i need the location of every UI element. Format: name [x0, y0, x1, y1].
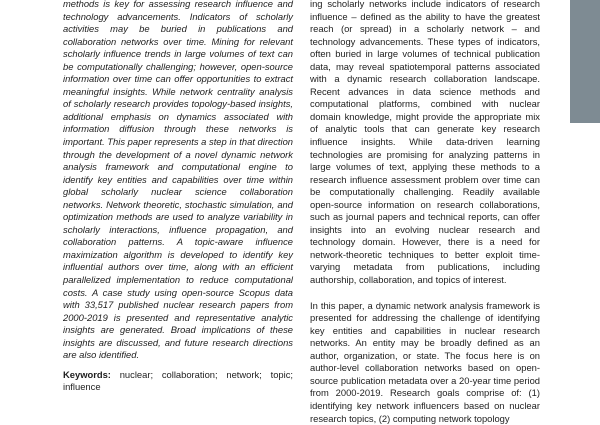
keywords-line: [63, 369, 293, 394]
right-column: [310, 0, 540, 425]
body-paragraph-1: ing scholarly networks include indicators of research influence – defined as the ability to have the greatest reach (or spread) in a scholarly network – and technology advancements. These types of indicators, often buried in large volumes of technical publication data, may reveal spatiotemporal patterns associated with a dynamic research collaboration landscape. Recent advances in data science methods and computational platforms, combined with nuclear domain knowledge, might provide the appropriate mix of analytic tools that can generate key research influence insights. While data-driven learning technologies are promising for analyzing patterns in large volumes of text, applying these methods to a research influence assessment problem over time can be computationally challenging. Readily available open-source information on research collaborations, such as journal papers and technical reports, can offer insights into an evolving nuclear research and technology domain. However, there is a need for network-theoretic techniques to better exploit time-varying metadata from publications, including authorship, collaboration, and topics of interest.: [310, 0, 540, 286]
body-paragraph-2: In this paper, a dynamic network analysis framework is presented for addressing the challenge of identifying key entities and capabilities in nuclear research networks. An entity may be broadly defined as an author, organization, or state. The focus here is on author-level collaboration networks based on open-source publication metadata over a 20-year time period from 2000-2019. Research goals comprise of: (1) identifying key network influencers based on nuclear research topics, (2) computing network topology: [310, 299, 540, 424]
keywords-label: Keywords:: [63, 368, 111, 380]
left-column: [63, 0, 293, 394]
keywords-text: nuclear; collaboration; network; topic; influence: [63, 368, 293, 393]
section-edge-tab: [570, 0, 600, 123]
abstract-text: methods is key for assessing research influence and technology advancements. Indicators of scholarly activities may be buried in publications and collaboration networks over time. Mining for relevant scholarly influence trends in large volumes of text can be computationally challenging; however, open-source information over time can offer opportunities to extract meaningful insights. While network centrality analysis of scholarly research provides topology-based insights, additional emphasis on dynamics associated with information diffusion through these networks is important. This paper represents a step in that direction through the development of a novel dynamic network analysis framework and computational engine to identify key entities and capabilities over time within global scholarly nuclear science collaboration networks. Network theoretic, stochastic simulation, and optimization methods are used to analyze variability in scholarly interactions, influence propagation, and collaboration patterns. A topic-aware influence maximization algorithm is developed to identify key influential authors over time, along with an efficient parallelized implementation to reduce computational costs. A case study using open-source Scopus data with 33,517 published nuclear research papers from 2000-2019 is presented and representative analytic insights are generated. Broad implications of these insights are discussed, and future research directions are also identified.: [63, 0, 293, 361]
